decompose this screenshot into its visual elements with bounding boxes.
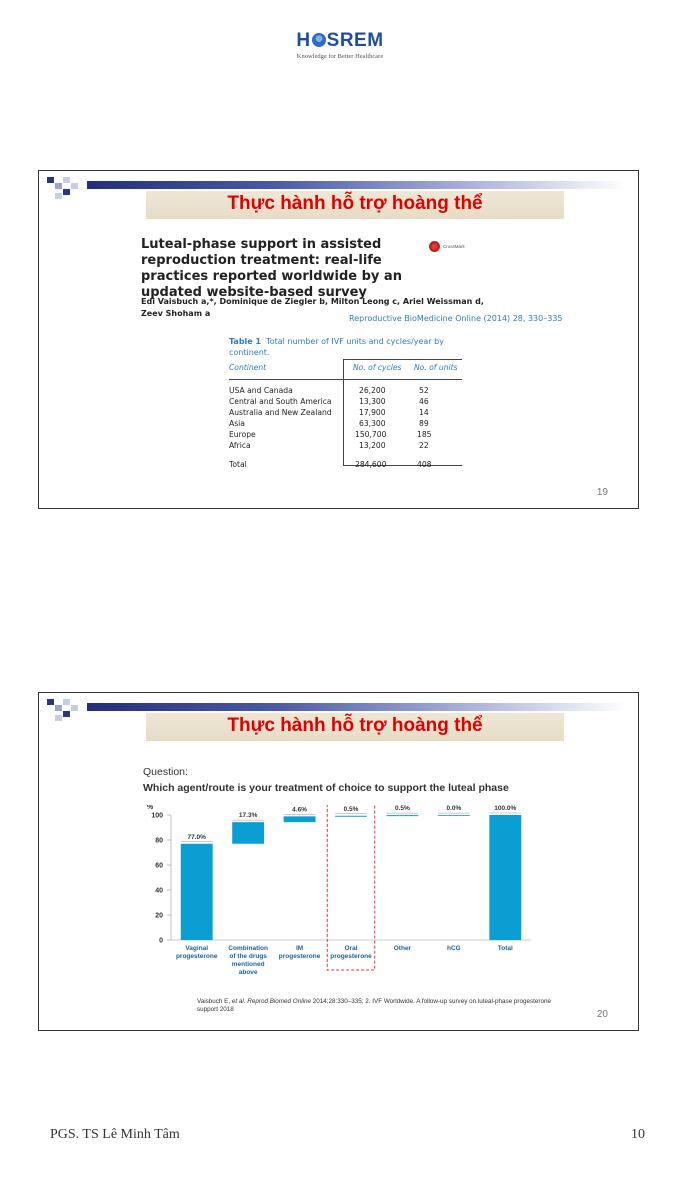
category-label: Other bbox=[393, 945, 412, 952]
bar-1 bbox=[181, 844, 213, 940]
bar-2 bbox=[232, 822, 264, 844]
luteal-support-chart bbox=[141, 805, 541, 985]
y-tick-label: 60 bbox=[155, 862, 163, 870]
slide-number: 19 bbox=[596, 487, 608, 498]
paper-title: Luteal-phase support in assisted reproduction treatment: real-life practices reported worldwide by an updated website-based survey bbox=[141, 237, 402, 300]
slide-title: Thực hành hỗ trợ hoàng thể bbox=[227, 715, 483, 736]
question-label: Question: bbox=[143, 766, 188, 778]
table-row: Australia and New Zealand 17,900 14 bbox=[229, 408, 429, 417]
globe-icon bbox=[312, 33, 326, 47]
y-tick-label: 20 bbox=[155, 912, 163, 920]
hosrem-logo bbox=[270, 30, 410, 60]
logo-wordmark: H SREM bbox=[296, 30, 384, 51]
journal-citation: Reproductive BioMedicine Online (2014) 28, 330–335 bbox=[349, 314, 563, 323]
ivf-table bbox=[229, 359, 462, 471]
category-label: progesterone bbox=[175, 953, 218, 960]
y-tick-label: 40 bbox=[155, 887, 163, 895]
table-row: Central and South America 13,300 46 bbox=[229, 397, 429, 406]
question-text: Which agent/route is your treatment of choice to support the luteal phase bbox=[143, 782, 509, 794]
slide-20 bbox=[38, 692, 639, 1031]
crossmark-badge: CrossMark bbox=[429, 241, 465, 252]
page-number: 10 bbox=[631, 1127, 645, 1142]
y-tick-label: 80 bbox=[155, 837, 163, 845]
crossmark-icon bbox=[429, 241, 440, 252]
footer-author: PGS. TS Lê Minh Tâm bbox=[50, 1127, 180, 1142]
y-tick-label: 100 bbox=[151, 812, 163, 820]
bar-4 bbox=[335, 816, 367, 817]
chart-svg bbox=[141, 805, 541, 985]
paper-authors: Edi Vaisbuch a,*, Dominique de Ziegler b, Milton Leong c, Ariel Weissman d, Zeev Shoham a bbox=[141, 297, 484, 318]
category-label: Vaginal bbox=[185, 945, 209, 952]
table-row: Asia 63,300 89 bbox=[229, 419, 429, 428]
category-label: progesterone bbox=[330, 953, 372, 960]
table-row: Africa 13,200 22 bbox=[229, 441, 429, 450]
decorative-squares-icon bbox=[43, 697, 87, 723]
data-label: 0.0% bbox=[446, 805, 462, 813]
slide-number: 20 bbox=[596, 1009, 608, 1020]
data-label: 77.0% bbox=[187, 833, 206, 841]
slide-19 bbox=[38, 170, 639, 509]
table-row: USA and Canada 26,200 52 bbox=[229, 386, 429, 395]
bar-7 bbox=[489, 815, 521, 940]
data-label: 17.3% bbox=[238, 812, 258, 820]
category-label: Total bbox=[497, 945, 513, 952]
y-tick-label: 0 bbox=[159, 937, 163, 945]
data-label: 0.5% bbox=[395, 805, 410, 813]
category-label: above bbox=[238, 969, 258, 976]
table-caption: Table 1 Total number of IVF units and cycles/year by continent. bbox=[229, 337, 444, 357]
bar-6 bbox=[438, 815, 470, 816]
bar-5 bbox=[386, 815, 418, 816]
decorative-squares-icon bbox=[43, 175, 87, 201]
data-label: 0.5% bbox=[343, 805, 359, 813]
category-label: IM bbox=[295, 945, 304, 952]
header-gradient-bar bbox=[87, 703, 627, 711]
y-axis-label: % bbox=[147, 805, 154, 811]
category-label: mentioned bbox=[231, 961, 265, 968]
category-label: hCG bbox=[446, 945, 461, 952]
slide-title: Thực hành hỗ trợ hoàng thể bbox=[227, 193, 483, 214]
data-label: 100.0% bbox=[494, 805, 517, 812]
category-label: Oral bbox=[344, 945, 358, 952]
header-gradient-bar bbox=[87, 181, 627, 189]
logo-tagline: Knowledge for Better Healthcare bbox=[296, 53, 384, 60]
data-label: 4.6% bbox=[292, 806, 307, 814]
table-total-row: Total 284,600 408 bbox=[229, 460, 432, 469]
category-label: Combination bbox=[228, 945, 269, 952]
category-label: progesterone bbox=[278, 953, 321, 960]
citation: Vaisbuch E, et al. Reprod Biomed Online 2014;28:330–335; 2. IVF Worldwide. A follow-up survey on luteal-phase progesterone support 2018 bbox=[197, 998, 552, 1013]
table-row: Europe 150,700 185 bbox=[229, 430, 432, 439]
table-header: Continent No. of cycles No. of units bbox=[229, 359, 462, 380]
bar-3 bbox=[284, 816, 316, 822]
category-label: of the drugs bbox=[229, 953, 267, 960]
